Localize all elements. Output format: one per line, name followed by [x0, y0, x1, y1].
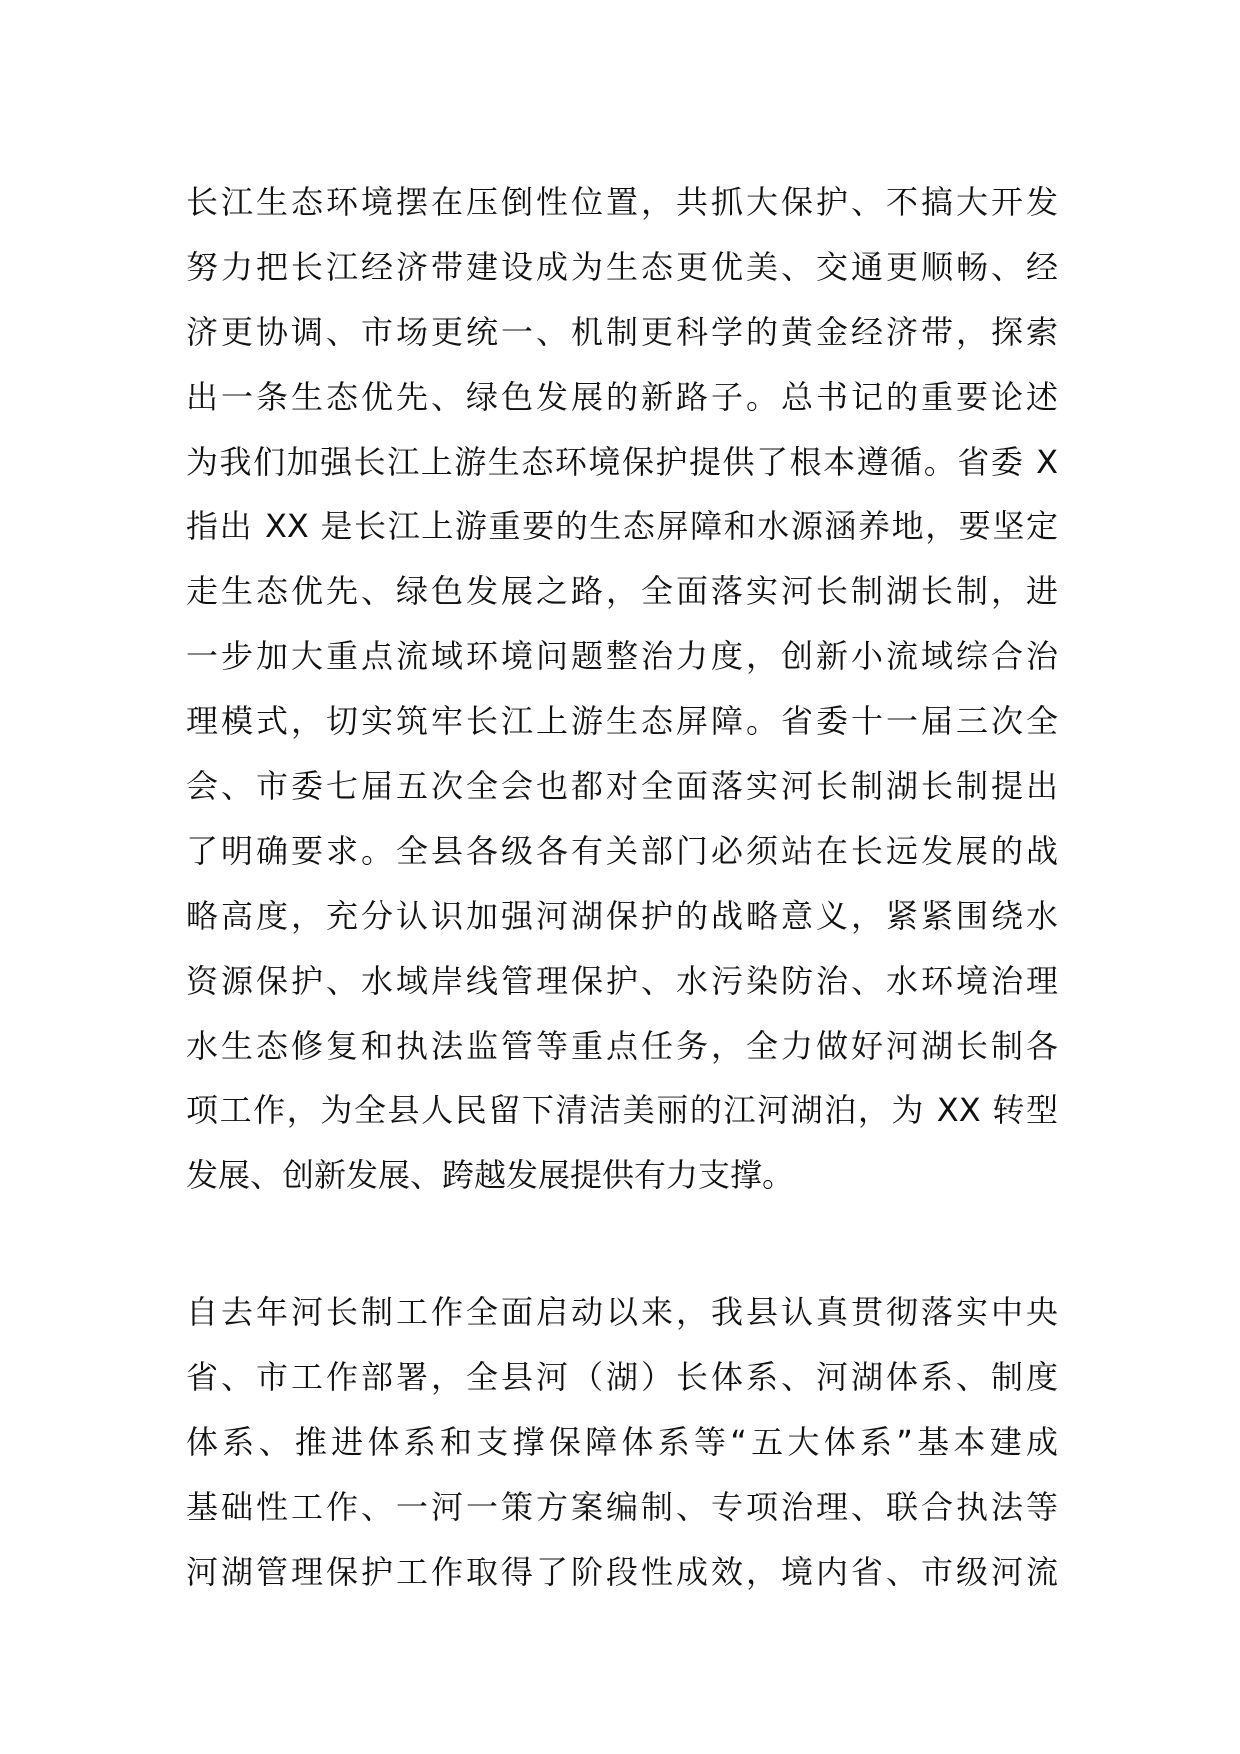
text-line: 水生态修复和执法监管等重点任务，全力做好河湖长制各 — [186, 1026, 1058, 1065]
paragraph-2 — [186, 1280, 1058, 1604]
text-line: 为我们加强长江上游生态环境保护提供了根本遵循。省委 X — [186, 442, 1058, 481]
text-line: 一步加大重点流域环境问题整治力度，创新小流域综合治 — [186, 637, 1058, 676]
text-line: 项工作，为全县人民留下清洁美丽的江河湖泊，为 XX 转型 — [186, 1091, 1058, 1130]
text-line: 省、市工作部署，全县河（湖）长体系、河湖体系、制度 — [186, 1357, 1058, 1396]
text-line: 理模式，切实筑牢长江上游生态屏障。省委十一届三次全 — [186, 702, 1058, 741]
text-line: 体系、推进体系和支撑保障体系等“五大体系”基本建成 — [186, 1422, 1058, 1461]
text-line: 指出 XX 是长江上游重要的生态屏障和水源涵养地，要坚定 — [186, 507, 1058, 546]
text-line: 自去年河长制工作全面启动以来，我县认真贯彻落实中央 — [186, 1293, 1058, 1331]
paragraph-1 — [186, 170, 1058, 1208]
text-line: 资源保护、水域岸线管理保护、水污染防治、水环境治理 — [186, 961, 1058, 1000]
text-line: 走生态优先、绿色发展之路，全面落实河长制湖长制，进 — [186, 572, 1058, 611]
text-line: 了明确要求。全县各级各有关部门必须站在长远发展的战 — [186, 831, 1058, 870]
text-line: 会、市委七届五次全会也都对全面落实河长制湖长制提出 — [186, 767, 1058, 806]
text-line: 河湖管理保护工作取得了阶段性成效，境内省、市级河流 — [186, 1552, 1058, 1591]
text-line: 出一条生态优先、绿色发展的新路子。总书记的重要论述 — [186, 377, 1058, 416]
text-line: 略高度，充分认识加强河湖保护的战略意义，紧紧围绕水 — [186, 896, 1058, 935]
text-line: 基础性工作、一河一策方案编制、专项治理、联合执法等 — [186, 1487, 1058, 1526]
text-line: 长江生态环境摆在压倒性位置，共抓大保护、不搞大开发 — [186, 183, 1058, 221]
text-line: 发展、创新发展、跨越发展提供有力支撑。 — [186, 1156, 795, 1195]
text-line: 济更协调、市场更统一、机制更科学的黄金经济带，探索 — [186, 312, 1058, 351]
text-line: 努力把长江经济带建设成为生态更优美、交通更顺畅、经 — [186, 247, 1058, 286]
